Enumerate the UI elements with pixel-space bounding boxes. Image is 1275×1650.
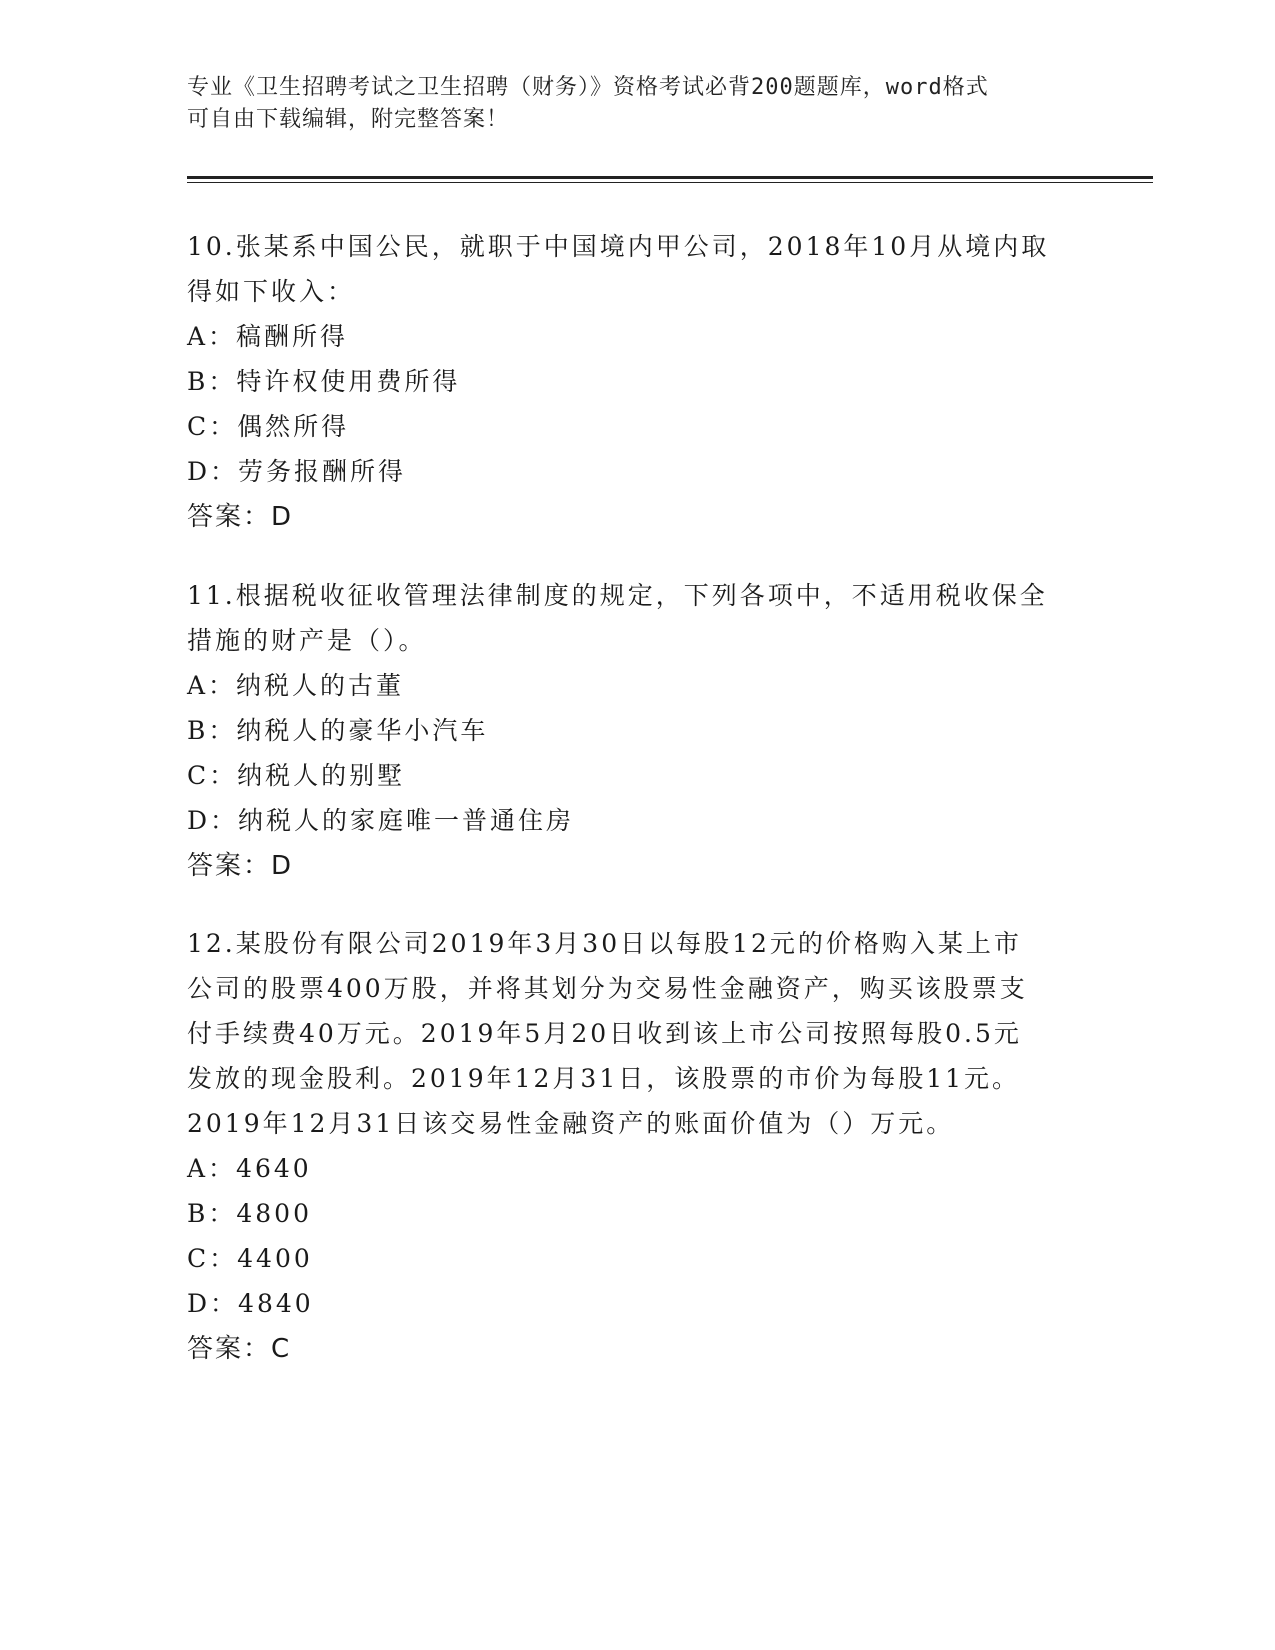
- option-a: A：稿酬所得: [187, 322, 349, 351]
- question-stem: [187, 921, 1087, 1146]
- question-stem: [187, 573, 1087, 663]
- stem-line: 2019年12月31日该交易性金融资产的账面价值为（）万元。: [187, 1109, 955, 1138]
- option-a: A：4640: [187, 1154, 312, 1183]
- option-a: A：纳税人的古董: [187, 671, 405, 700]
- option-b: B：纳税人的豪华小汽车: [187, 716, 489, 745]
- stem-line: 发放的现金股利。2019年12月31日，该股票的市价为每股11元。: [187, 1064, 1021, 1093]
- header-line-1: 专业《卫生招聘考试之卫生招聘（财务）》资格考试必背200题题库，word格式: [187, 75, 989, 100]
- option-c: C：纳税人的别墅: [187, 761, 406, 790]
- question-11: [187, 573, 1087, 889]
- header-divider-thin: [187, 182, 1153, 183]
- stem-line: 12.某股份有限公司2019年3月30日以每股12元的价格购入某上市: [187, 929, 1022, 958]
- question-10: [187, 224, 1087, 540]
- stem-line: 11.根据税收征收管理法律制度的规定，下列各项中，不适用税收保全: [187, 581, 1048, 610]
- option-c: C：偶然所得: [187, 412, 350, 441]
- question-12: [187, 921, 1087, 1372]
- stem-line: 付手续费40万元。2019年5月20日收到该上市公司按照每股0.5元: [187, 1019, 1022, 1048]
- option-d: D：4840: [187, 1289, 314, 1318]
- stem-line: 公司的股票400万股，并将其划分为交易性金融资产，购买该股票支: [187, 974, 1028, 1003]
- header-line-2: 可自由下载编辑，附完整答案！: [187, 107, 510, 132]
- answer-label: 答案：D: [187, 502, 294, 532]
- answer-label: 答案：C: [187, 1334, 292, 1364]
- header-divider-thick: [187, 176, 1153, 179]
- document-header: [187, 72, 1067, 136]
- option-d: D：纳税人的家庭唯一普通住房: [187, 806, 575, 835]
- option-b: B：4800: [187, 1199, 312, 1228]
- question-stem: [187, 224, 1087, 314]
- stem-line: 得如下收入：: [187, 277, 356, 306]
- option-b: B：特许权使用费所得: [187, 367, 461, 396]
- answer-label: 答案：D: [187, 851, 294, 881]
- option-d: D：劳务报酬所得: [187, 457, 407, 486]
- stem-line: 措施的财产是（）。: [187, 626, 427, 655]
- stem-line: 10.张某系中国公民，就职于中国境内甲公司，2018年10月从境内取: [187, 232, 1050, 261]
- option-c: C：4400: [187, 1244, 313, 1273]
